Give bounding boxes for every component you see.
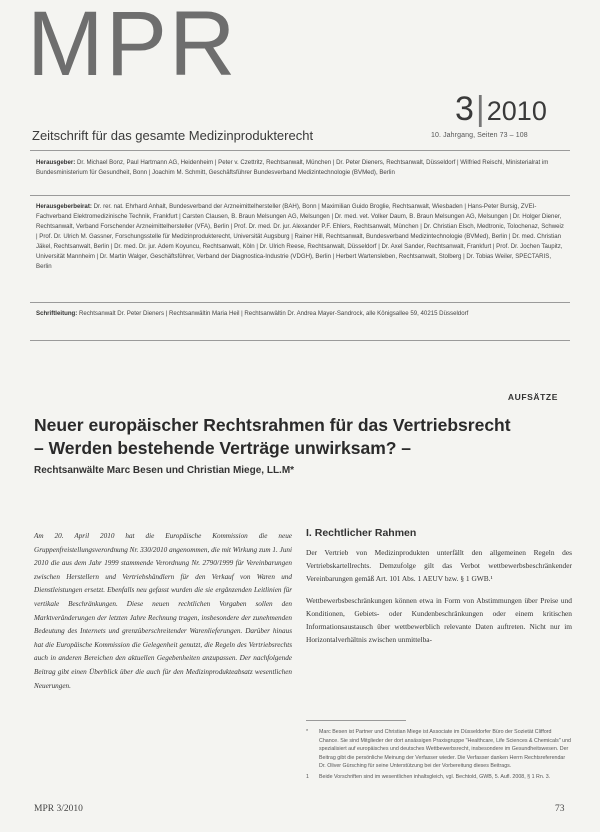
- editorial-label: Schriftleitung:: [36, 310, 78, 317]
- section-paragraph-1: Der Vertrieb von Medizinprodukten unterfällt den allgemeinen Regeln des Vertriebskartellrechts. Demzufolge gilt das Verbot wettbewerbsbeschränkender Vereinbarungen gemäß Art. 101 Abs. 1 AEUV bzw. § 1 GWB.¹: [306, 548, 572, 584]
- editors-label: Herausgeber:: [36, 159, 76, 166]
- issue-number: 3|2010: [455, 90, 547, 128]
- article-title-line1: Neuer europäischer Rechtsrahmen für das Vertriebsrecht: [34, 415, 511, 435]
- editorial-block: [36, 309, 566, 319]
- editors-block: [36, 158, 566, 178]
- editors-text: Dr. Michael Bonz, Paul Hartmann AG, Heidenheim | Peter v. Czettritz, Rechtsanwalt, München | Dr. Peter Dieners, Rechtsanwalt, Düsseldorf | Wilfried Reischl, Ministerialrat im Bundesministerium für Gesundheit, Bonn | Joachim M. Schmitt, Geschäftsführer Bundesverband Medizintechnologie (BVMed), Berlin: [36, 159, 549, 176]
- footnote: [306, 728, 572, 771]
- footer-page-number: 73: [555, 804, 565, 814]
- footnote-marker: *: [306, 729, 309, 735]
- advisory-text: Dr. rer. nat. Ehrhard Anhalt, Bundesverband der Arzneimittelhersteller (BAH), Bonn | Maximilian Guido Broglie, Rechtsanwalt, Wiesbaden | Hans-Peter Bursig, ZVEI-Fachverband Elektromedizinische Technik, Frankfurt | Carsten Clausen, B. Braun Melsungen AG, Melsungen | Dr. med. vet. Volker Daum, B. Braun Melsungen AG, Melsungen | Dr. Holger Diener, Rechtsanwalt, Verband Forschender Arzneimittelhersteller (VFA), Berlin | Prof. Dr. med. Dr. jur. Alexander P.F. Ehlers, Rechtsanwalt, München | Dr. Christian Elsch, Medtronic, Tolochenaz, Schweiz | Prof. Dr. Ulrich M. Gassner, Forschungsstelle für Medizinprodukterecht, Universität Augsburg | Rainer Hill, Rechtsanwalt, Bundesverband Medizintechnologie (BVMed), Berlin | Dr. med. Christian Jäkel, Rechtsanwalt, Berlin | Dr. med. Dr. jur. Adem Koyuncu, Rechtsanwalt, Köln | Dr. Ulrich Reese, Rechtsanwalt, Düsseldorf | Dr. Axel Sander, Rechtsanwalt, Frankfurt | Prof. Dr. Jochen Taupitz, Universität Mannheim | Dr. Martin Walger, Geschäftsführer, Verband der Diagnostica-Industrie (VDGH), Berlin | Herbert Wartensleben, Rechtsanwalt, Stolberg | Dr. Tobias Weiler, SPECTARIS, Berlin: [36, 203, 564, 270]
- issue-number-value: 3: [455, 90, 474, 128]
- section-paragraph-2: Wettbewerbsbeschränkungen können etwa in Form von Abstimmungen über Preise und Konditionen, Gebiets- oder Kundenbeschränkungen oder einem kritischen Informationsaustausch über wettbewerblich relevante Daten auftreten. Nicht nur im Horizontalverhältnis zwischen unmittelba-: [306, 595, 572, 645]
- editors-divider: [30, 195, 570, 196]
- footnotes: [306, 728, 572, 784]
- article-authors: Rechtsanwälte Marc Besen und Christian Miege, LL.M*: [34, 465, 295, 476]
- article-title: [34, 414, 574, 460]
- footnote-marker: 1: [306, 773, 309, 780]
- journal-subtitle: Zeitschrift für das gesamte Medizinprodukterecht: [32, 128, 314, 143]
- footer-journal: MPR 3/2010: [34, 804, 83, 814]
- section-heading: I. Rechtlicher Rahmen: [306, 527, 417, 539]
- journal-logo: MPR: [27, 0, 238, 95]
- section-body: [306, 546, 572, 654]
- journal-volume-info: 10. Jahrgang, Seiten 73 – 108: [431, 132, 528, 139]
- advisory-label: Herausgeberbeirat:: [36, 203, 92, 210]
- article-abstract: Am 20. April 2010 hat die Europäische Kommission die neue Gruppenfreistellungsverordnung Nr. 330/2010 angenommen, die mit Wirkung zum 1. Juni 2010 die aus dem Jahr 1999 stammende Verordnung Nr. 2790/1999 für Vereinbarungen zwischen Herstellern und Vertriebshändlern für den Verkauf von Waren und Dienstleistungen ersetzt. Ebenfalls neu gefasst wurden die sie ergänzenden Leitlinien für vertikale Beschränkungen. Diese neuen rechtlichen Vorgaben sollen den Marktveränderungen der letzten Jahre Rechnung tragen, insbesondere der zunehmenden Bedeutung des Internets und grenzüberschreitender Warenlieferungen. Darüber hinaus hat die Europäische Kommission die Gelegenheit genutzt, die Regeln des Vertriebsrechts auch in anderen Bereichen den aktuellen Gegebenheiten anzupassen. Der nachfolgende Beitrag gibt einen Überblick über die auch für den Medizinprodukteabsatz wesentlichen Neuerungen.: [34, 532, 292, 690]
- editorial-divider: [30, 340, 570, 341]
- issue-year: 2010: [486, 96, 547, 126]
- article-title-line2: – Werden bestehende Verträge unwirksam? –: [34, 438, 412, 458]
- footnote-text: Marc Besen ist Partner und Christian Miege ist Associate im Düsseldorfer Büro der Sozietät Clifford Chance. Sie sind Mitglieder der dort ansässigen Praxisgruppe "Healthcare, Life Sciences & Chemicals" und spezialisiert auf europäisches und deutsches Wettbewerbsrecht, insbesondere im Gesundheitswesen. Der Beitrag gibt die persönliche Meinung der Verfasser wieder. Die Verfasser danken Herrn Rechtsreferendar Dr. Oliver Gürsching für seine Unterstützung bei der Vorbereitung dieses Beitrags.: [319, 729, 571, 770]
- advisory-divider: [30, 302, 570, 303]
- advisory-board-block: [36, 202, 566, 272]
- section-tag: AUFSÄTZE: [507, 392, 558, 402]
- footnote-divider: [306, 720, 406, 721]
- footnote-text: Beide Vorschriften sind im wesentlichen inhaltsgleich, vgl. Bechtold, GWB, 5. Aufl. 2008, § 1 Rn. 3.: [319, 773, 551, 780]
- editorial-text: Rechtsanwalt Dr. Peter Dieners | Rechtsanwältin Maria Heil | Rechtsanwältin Dr. Andrea Mayer-Sandrock, alle Königsallee 59, 40215 Düsseldorf: [79, 310, 469, 317]
- masthead-divider: [30, 150, 570, 151]
- footnote: [306, 773, 572, 782]
